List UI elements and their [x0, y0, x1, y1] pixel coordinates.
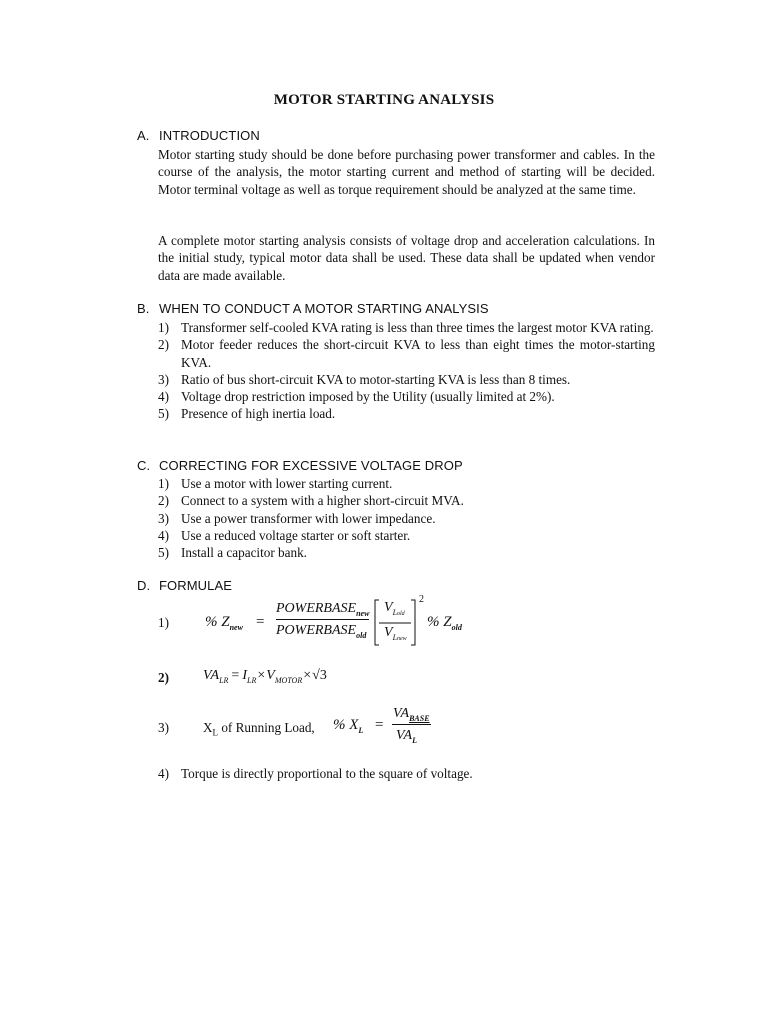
- page-title: MOTOR STARTING ANALYSIS: [273, 92, 495, 108]
- item-number: 2): [158, 493, 169, 509]
- formula-1: [158, 594, 481, 650]
- section-title: CORRECTING FOR EXCESSIVE VOLTAGE DROP: [159, 458, 463, 473]
- conduct-list: [158, 319, 655, 423]
- section-title: INTRODUCTION: [159, 128, 260, 143]
- item-text: Voltage drop restriction imposed by the Utility (usually limited at 2%).: [181, 389, 555, 405]
- item-number: 5): [158, 545, 169, 561]
- list-item: [158, 388, 655, 405]
- section-a-heading: [137, 128, 260, 143]
- formula-3-lhs: % $X_L$: [333, 717, 364, 735]
- item-number: 4): [158, 527, 169, 543]
- item-number: 3): [158, 510, 169, 526]
- intro-paragraph-1: Motor starting study should be done before purchasing power transformer and cables. In the course of the analysis, the motor starting current and method of starting will be decided. Motor terminal voltage as well as torque requirement should be analyzed at the same time.: [158, 147, 655, 197]
- formula-1-v-bottom: $V_{Lnew}$: [384, 625, 407, 642]
- formula-3-numerator: $VA_{BASE}$: [393, 706, 430, 723]
- formula-1-exponent: 2: [419, 594, 424, 605]
- item-text: Install a capacitor bank.: [181, 545, 307, 561]
- section-title: FORMULAE: [159, 578, 233, 593]
- equals-sign: =: [256, 614, 265, 630]
- item-number: 3): [158, 371, 169, 387]
- section-b-heading: [137, 301, 489, 316]
- formula-4-text: Torque is directly proportional to the square of voltage.: [181, 766, 473, 781]
- item-text: Transformer self-cooled KVA rating is less than three times the largest motor KVA rating.: [181, 320, 654, 335]
- list-item: [158, 319, 655, 336]
- item-number: 4): [158, 389, 169, 405]
- item-text: Motor feeder reduces the short-circuit KVA to less than eight times the motor-starting KVA.: [181, 337, 655, 370]
- item-text: Use a power transformer with lower impedance.: [181, 510, 436, 526]
- list-item: [158, 336, 655, 371]
- section-d-heading: [137, 578, 232, 593]
- item-text: Ratio of bus short-circuit KVA to motor-starting KVA is less than 8 times.: [181, 371, 571, 387]
- list-item: [158, 544, 655, 561]
- section-letter: B.: [137, 301, 150, 316]
- list-item: [158, 371, 655, 388]
- formula-number: 1): [158, 615, 169, 630]
- list-item: [158, 405, 655, 422]
- item-number: 2): [158, 337, 169, 353]
- item-number: 5): [158, 406, 169, 422]
- formula-4: [158, 766, 655, 782]
- formula-number: 2): [158, 670, 169, 685]
- formula-2-expression: $VA_{LR} = I_{LR}\times V_{MOTOR}\times√3$: [203, 668, 327, 685]
- correcting-list: [158, 475, 655, 561]
- list-item: [158, 510, 655, 527]
- section-c-heading: [137, 458, 463, 473]
- list-item: [158, 492, 655, 509]
- item-number: 1): [158, 476, 169, 491]
- formula-3-label: $X_L$ of Running Load,: [203, 720, 315, 738]
- intro-paragraph-2: A complete motor starting analysis consists of voltage drop and acceleration calculations. In the initial study, typical motor data shall be used. These data shall be updated when vendor data are made available.: [158, 233, 655, 283]
- section-letter: C.: [137, 458, 151, 473]
- section-letter: D.: [137, 578, 151, 593]
- formula-1-lhs: % $Z_{new}$: [205, 614, 243, 632]
- formula-3: [158, 706, 501, 750]
- formula-3-denominator: $VA_L$: [396, 728, 417, 745]
- list-item: [158, 475, 655, 492]
- equals-sign: =: [375, 717, 384, 733]
- item-text: Use a motor with lower starting current.: [181, 476, 393, 491]
- item-number: 1): [158, 320, 169, 335]
- formula-number: 4): [158, 766, 169, 781]
- formula-1-denominator: $POWERBASE_{old}$: [276, 623, 367, 640]
- formula-1-v-top: $V_{Lold}$: [384, 600, 405, 617]
- item-text: Use a reduced voltage starter or soft starter.: [181, 527, 411, 543]
- item-text: Connect to a system with a higher short-circuit MVA.: [181, 493, 464, 509]
- formula-1-numerator: $POWERBASE_{new}$: [276, 601, 370, 618]
- formula-1-rhs: % $Z_{old}$: [427, 614, 462, 632]
- section-title: WHEN TO CONDUCT A MOTOR STARTING ANALYSIS: [159, 301, 489, 316]
- formula-2: [158, 668, 441, 690]
- formula-number: 3): [158, 720, 169, 735]
- section-letter: A.: [137, 128, 150, 143]
- list-item: [158, 527, 655, 544]
- item-text: Presence of high inertia load.: [181, 406, 336, 422]
